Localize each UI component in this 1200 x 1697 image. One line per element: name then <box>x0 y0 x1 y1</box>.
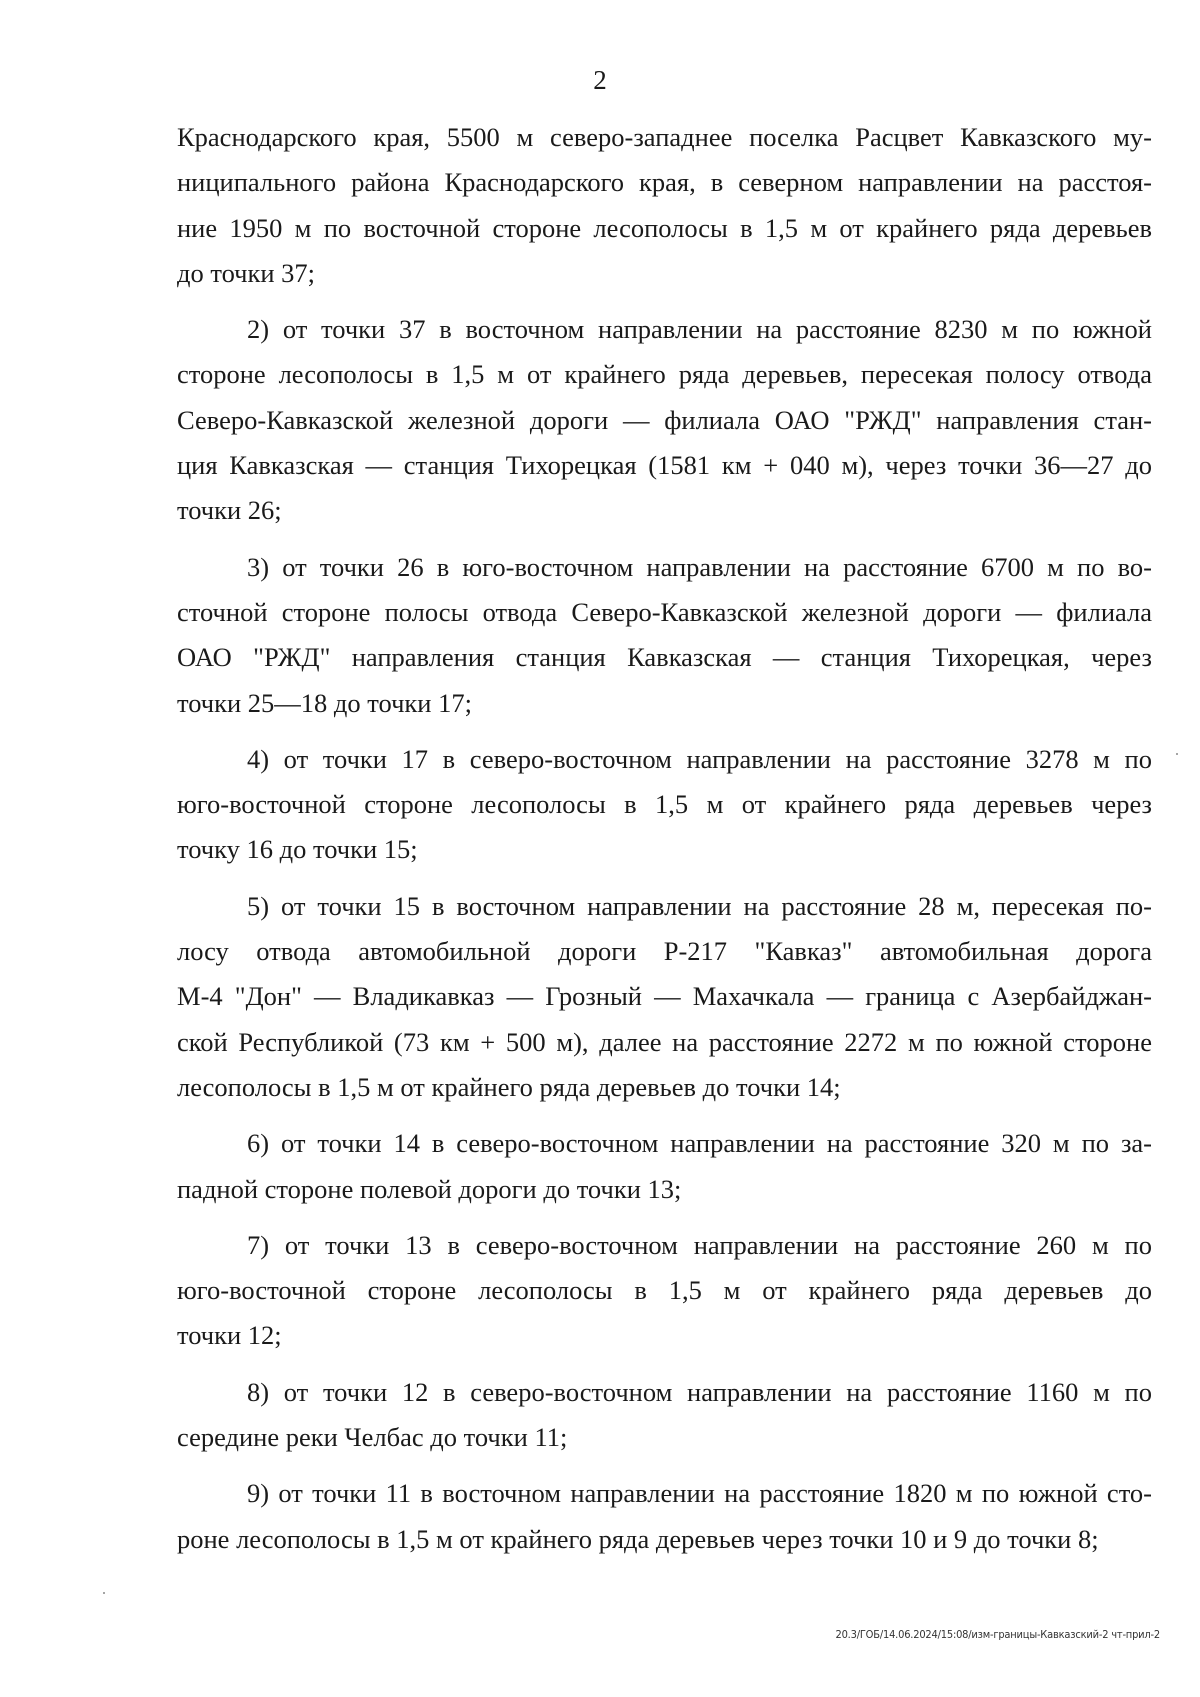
text-line: сточной стороне полосы отвода Северо-Кавказской железной дороги — филиала <box>177 596 1152 627</box>
text-line: точки 26; <box>177 495 282 526</box>
paragraph-item-7 <box>177 1223 1152 1359</box>
text-line: 7) от точки 13 в северо-восточном направлении на расстояние 260 м по <box>247 1229 1152 1260</box>
text-line: ОАО "РЖД" направления станция Кавказская — станция Тихорецкая, через <box>177 642 1152 673</box>
text-line: юго-восточной стороне лесополосы в 1,5 м от крайнего ряда деревьев через <box>177 789 1152 820</box>
text-line: стороне лесополосы в 1,5 м от крайнего ряда деревьев, пересекая полосу отвода <box>177 359 1152 390</box>
paragraph-item-4 <box>177 737 1152 873</box>
text-line: М-4 "Дон" — Владикавказ — Грозный — Махачкала — граница с Азербайджан- <box>177 981 1152 1012</box>
document-body <box>177 115 1152 1562</box>
text-line: до точки 37; <box>177 257 316 288</box>
text-line: Северо-Кавказской железной дороги — филиала ОАО "РЖД" направления стан- <box>177 404 1152 435</box>
text-line: роне лесополосы в 1,5 м от крайнего ряда деревьев через точки 10 и 9 до точки 8; <box>177 1523 1099 1554</box>
text-line: 3) от точки 26 в юго-восточном направлении на расстояние 6700 м по во- <box>247 551 1152 582</box>
text-line: 2) от точки 37 в восточном направлении на расстояние 8230 м по южной <box>247 314 1152 345</box>
text-line: 9) от точки 11 в восточном направлении на расстояние 1820 м по южной сто- <box>247 1478 1152 1509</box>
paragraph-item-2 <box>177 307 1152 533</box>
text-line: падной стороне полевой дороги до точки 13; <box>177 1173 682 1204</box>
text-line: 6) от точки 14 в северо-восточном направлении на расстояние 320 м по за- <box>247 1128 1152 1159</box>
text-line: лосу отвода автомобильной дороги Р-217 "Кавказ" автомобильная дорога <box>177 936 1152 967</box>
paragraph-item-3 <box>177 545 1152 726</box>
text-line: ция Кавказская — станция Тихорецкая (1581 км + 040 м), через точки 36—27 до <box>177 450 1152 481</box>
text-line: точку 16 до точки 15; <box>177 834 418 865</box>
paragraph-item-9 <box>177 1471 1152 1562</box>
paragraph-intro <box>177 115 1152 296</box>
text-line: 5) от точки 15 в восточном направлении на расстояние 28 м, пересекая по- <box>247 890 1152 921</box>
scan-speck <box>1176 753 1178 755</box>
text-line: середине реки Челбас до точки 11; <box>177 1422 568 1453</box>
scan-speck <box>103 1592 105 1594</box>
paragraph-item-5 <box>177 884 1152 1110</box>
text-line: точки 12; <box>177 1320 282 1351</box>
text-line: лесополосы в 1,5 м от крайнего ряда деревьев до точки 14; <box>177 1071 841 1102</box>
text-line: Краснодарского края, 5500 м северо-западнее поселка Расцвет Кавказского му- <box>177 122 1152 152</box>
document-code-footer: 20.3/ГОБ/14.06.2024/15:08/изм-границы-Кавказский-2 чт-прил-2 <box>835 1628 1160 1641</box>
page-number: 2 <box>593 65 607 95</box>
text-line: ниципального района Краснодарского края, в северном направлении на расстоя- <box>177 167 1152 198</box>
text-line: ской Республикой (73 км + 500 м), далее на расстояние 2272 м по южной стороне <box>177 1026 1152 1057</box>
text-line: ние 1950 м по восточной стороне лесополосы в 1,5 м от крайнего ряда деревьев <box>177 212 1152 243</box>
text-line: 8) от точки 12 в северо-восточном направлении на расстояние 1160 м по <box>247 1376 1152 1407</box>
paragraph-item-8 <box>177 1370 1152 1461</box>
paragraph-item-6 <box>177 1121 1152 1212</box>
text-line: 4) от точки 17 в северо-восточном направлении на расстояние 3278 м по <box>247 743 1152 774</box>
text-line: точки 25—18 до точки 17; <box>177 687 472 718</box>
text-line: юго-восточной стороне лесополосы в 1,5 м от крайнего ряда деревьев до <box>177 1275 1152 1306</box>
